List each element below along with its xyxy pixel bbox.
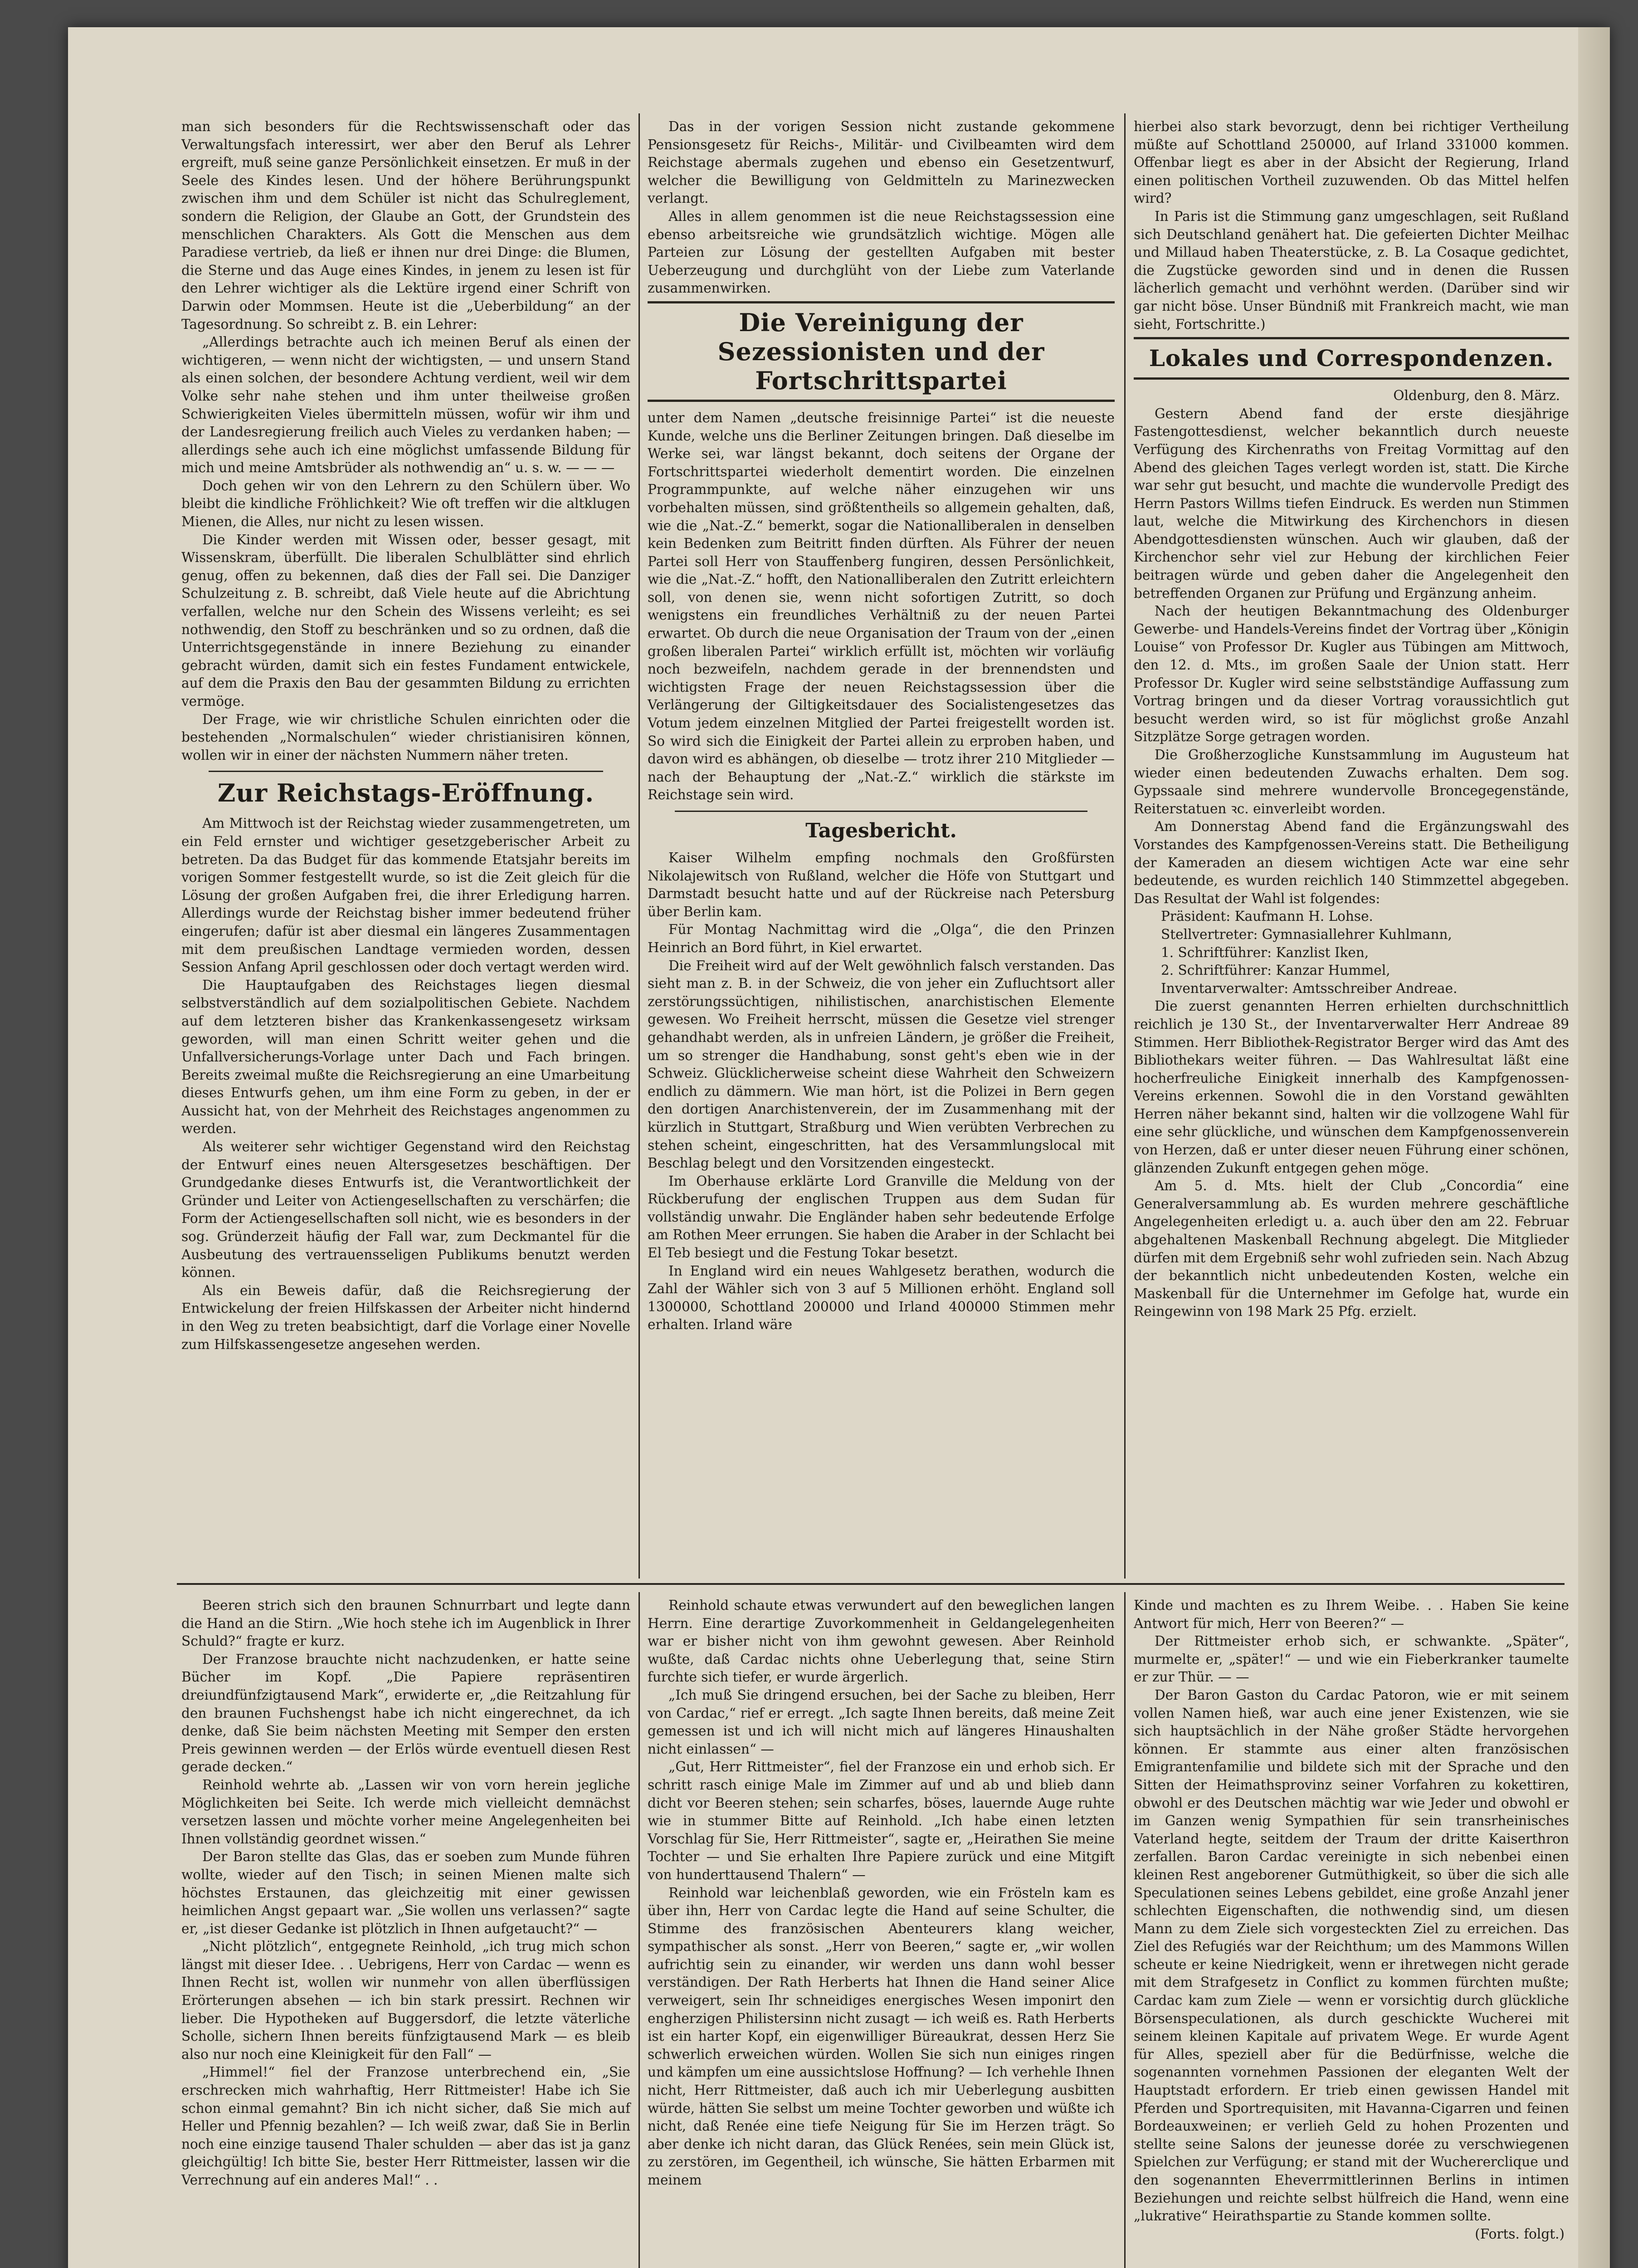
paragraph: Nach der heutigen Bekanntmachung des Oldenburger Gewerbe- und Handels-Vereins findet der Vortrag über „Königin Louise“ von Professor Dr. Kugler aus Tübingen am Mittwoch, den 12. d. Mts., im großen Saale der Union statt. Herr Professor Dr. Kugler wird seine selbstständige Auffassung zum Vortrag bringen und da dieser Vortrag voraussichtlich gut besucht werden wird, so ist für möglichst große Anzahl Sitzplätze Sorge getragen worden. bbox=[1134, 603, 1569, 745]
continuation-note: (Forts. folgt.) bbox=[1475, 2226, 1565, 2242]
list-item: Präsident: Kaufmann H. Lohse. bbox=[1161, 909, 1373, 924]
paragraph: Am Mittwoch ist der Reichstag wieder zusammengetreten, um ein Feld ernster und wichtiger gesetzgeberischer Arbeit zu betreten. Da das Budget für das kommende Etatsjahr bereits im vorigen Sommer festgestellt wurde, so ist die Zeit gleich für die Lösung der großen Aufgaben frei, die ihrer Erledigung harren. Allerdings wurde der Reichstag bisher immer bedeutend früher eingerufen; dafür ist aber diesmal ein längeres Zusammentagen mit dem preußischen Landtage vermieden worden, dessen Session Anfang April geschlossen oder doch vertagt werden wird. bbox=[181, 816, 630, 975]
paragraph: unter dem Namen „deutsche freisinnige Partei“ ist die neueste Kunde, welche uns die Berliner Zeitungen bringen. Daß dieselbe im Werke sei, war längst bekannt, doch seitens der Organe der Fortschrittspartei wiederholt dementirt worden. Die einzelnen Programmpunkte, auf welche näher einzugehen wir uns vorbehalten müssen, sind größtentheils so allgemein gehalten, daß, wie die „Nat.-Z.“ bemerkt, sogar die Nationalliberalen in denselben kein Bedenken zum Beitritt finden dürften. Als Führer der neuen Partei soll Herr von Stauffenberg fungiren, dessen Persönlichkeit, wie die „Nat.-Z.“ hofft, den Nationalliberalen den Zutritt erleichtern soll, von denen sie, wenn nicht sofortigen Zutritt, so doch wenigstens ein freundliches Verhältniß zu der neuen Partei erwartet. Ob durch die neue Organisation der Traum von der „einen großen liberalen Partei“ wirklich erfüllt ist, möchten wir vorläufig noch bezweifeln, nachdem gerade in der brennendsten und wichtigsten Frage der neuen Reichstagssession über die Verlängerung der Giltigkeitsdauer des Socialistengesetzes das Votum jedem einzelnen Mitglied der Partei freigestellt worden ist. So wird sich die Einigkeit der Partei allein zu erproben haben, und davon wird es abhängen, ob dieselbe — trotz ihrer 210 Mitglieder — nach der Behauptung der „Nat.-Z.“ wirklich die stärkste im Reichstage sein wird. bbox=[648, 410, 1115, 803]
article-headline: Die Vereinigung der Sezessionisten und der Fortschrittspartei bbox=[648, 301, 1115, 402]
paragraph: Alles in allem genommen ist die neue Reichstagssession eine ebenso arbeitsreiche wie grundsätzlich wichtige. Mögen alle Parteien zur Lösung der gestellten Aufgaben mit bester Ueberzeugung und durchglüht von der Liebe zum Vaterlande zusammenwirken. bbox=[648, 208, 1115, 296]
paragraph: Am Donnerstag Abend fand die Ergänzungswahl des Vorstandes des Kampfgenossen-Vereins statt. Die Betheiligung der Kameraden an diesem wichtigen Acte war eine sehr bedeutende, es wurden reichlich 140 Stimmzettel abgegeben. Das Resultat der Wahl ist folgendes: bbox=[1134, 819, 1569, 906]
list-item: 1. Schriftführer: Kanzlist Iken, bbox=[1161, 944, 1369, 960]
paragraph: Reinhold wehrte ab. „Lassen wir von vorn herein jegliche Möglichkeiten bei Seite. Ich werde mich vielleicht demnächst versetzen lassen und möchte vorher meine Angelegenheiten bei Ihnen vollständig geordnet wissen.“ bbox=[181, 1777, 630, 1847]
paragraph: Kaiser Wilhelm empfing nochmals den Großfürsten Nikolajewitsch von Rußland, welcher die Höfe von Stuttgart und Darmstadt besucht hatte und auf der Rückreise nach Petersburg über Berlin kam. bbox=[648, 850, 1115, 919]
paragraph: Doch gehen wir von den Lehrern zu den Schülern über. Wo bleibt die kindliche Fröhlichkeit? Wie oft treffen wir die altklugen Mienen, die Alles, nur nicht zu lesen wissen. bbox=[181, 478, 630, 530]
paragraph: In Paris ist die Stimmung ganz umgeschlagen, seit Rußland sich Deutschland genähert hat. Die gefeierten Dichter Meilhac und Millaud haben Theaterstücke, z. B. La Cosaque gedichtet, die Zugstücke geworden sind und in denen die Russen lächerlich gemacht und verhöhnt werden. (Darüber sind wir gar nicht böse. Unser Bündniß mit Frankreich macht, wie man sieht, Fortschritte.) bbox=[1134, 208, 1569, 332]
paragraph: In England wird ein neues Wahlgesetz berathen, wodurch die Zahl der Wähler sich von 3 auf 5 Millionen erhöht. England soll 1300000, Schottland 200000 und Irland 400000 Stimmen mehr erhalten. Irland wäre bbox=[648, 1263, 1115, 1333]
paragraph: Die Freiheit wird auf der Welt gewöhnlich falsch verstanden. Das sieht man z. B. in der Schweiz, die von jeher ein Zufluchtsort aller zerstörungssüchtigen, nihilistischen, anarchistischen Elemente gewesen. Wo Freiheit herrscht, müssen die Gesetze viel strenger gehandhabt werden, als in unfreien Ländern, je größer die Freiheit, um so strenger die Handhabung, sonst geht's eben wie in der Schweiz. Glücklicherweise scheint diese Wahrheit den Schweizern endlich zu dämmern. Wie man hört, ist die Polizei in Bern gegen den dortigen Anarchistenverein, der im Zusammenhang mit der kürzlich in Stuttgart, Straßburg und Wien verübten Verbrechen zu stehen scheint, eingeschritten, hat des Versammlungslocal mit Beschlag belegt und den Vorsitzenden eingesteckt. bbox=[648, 958, 1115, 1171]
paragraph: Als ein Beweis dafür, daß die Reichsregierung der Entwickelung der freien Hilfskassen der Arbeiter nicht hindernd in den Weg zu treten beabsichtigt, darf die Vorlage einer Novelle zum Hilfskassengesetze angesehen werden. bbox=[181, 1282, 630, 1352]
column-3 bbox=[1134, 118, 1569, 1321]
paragraph: Der Franzose brauchte nicht nachzudenken, er hatte seine Bücher im Kopf. „Die Papiere repräsentiren dreiundfünfzigtausend Mark“, erwiderte er, „die Reitzahlung für den braunen Fuchshengst habe ich nicht eingerechnet, da ich denke, daß Sie beim nächsten Meeting mit Semper den ersten Preis gewinnen werden — der Erlös würde eventuell diesen Rest gerade decken.“ bbox=[181, 1651, 630, 1775]
paragraph: Im Oberhause erklärte Lord Granville die Meldung von der Rückberufung der englischen Truppen aus dem Sudan für vollständig unwahr. Die Engländer haben sehr bedeutende Erfolge am Rothen Meer errungen. Sie haben die Araber in der Schlacht bei El Teb besiegt und die Festung Tokar besetzt. bbox=[648, 1173, 1115, 1261]
article-separator bbox=[675, 811, 1087, 812]
paragraph: Gestern Abend fand der erste diesjährige Fastengottesdienst, welcher bekanntlich durch neueste Verfügung des Kirchenraths von Freitag Vormittag auf den Abend des gleichen Tages verlegt worden ist, statt. Die Kirche war sehr gut besucht, und machte die wundervolle Predigt des Herrn Pastors Willms tiefen Eindruck. Es werden nun Stimmen laut, welche die Mitwirkung des Kirchenchors in diesen Abendgottesdiensten wünschen. Auch wir glauben, daß der Kirchenchor sehr viel zur Hebung der kirchlichen Feier beitragen würde und geben daher die Angelegenheit den betreffenden Organen zur Prüfung und Ergänzung anheim. bbox=[1134, 406, 1569, 601]
paragraph: Der Frage, wie wir christliche Schulen einrichten oder die bestehenden „Normalschulen“ wieder christianisiren können, wollen wir in einer der nächsten Nummern näher treten. bbox=[181, 711, 630, 763]
section-heading: Tagesbericht. bbox=[805, 819, 957, 842]
column-2 bbox=[648, 118, 1115, 1334]
newspaper-page bbox=[68, 27, 1610, 2268]
paragraph: Für Montag Nachmittag wird die „Olga“, die den Prinzen Heinrich an Bord führt, in Kiel erwartet. bbox=[648, 922, 1115, 955]
dateline: Oldenburg, den 8. März. bbox=[1393, 388, 1560, 404]
paragraph: Der Baron Gaston du Cardac Patoron, wie er mit seinem vollen Namen hieß, war auch eine jener Existenzen, wie sie sich hauptsächlich in der Nähe großer Städte hervorgehen können. Er stammte aus einer alten französischen Emigrantenfamilie und bildete sich mit der Sprache und den Sitten der Heimathsprovinz seiner Vorfahren zu kokettiren, obwohl er des Deutschen mächtig war wie Jeder und obwohl er im Ganzen wenig Sympathien für sein transrheinisches Vaterland hegte, seitdem der Traum der dritte Kaiserthron zerfallen. Baron Cardac vereinigte in sich nebenbei einen kleinen Rest angeborener Gutmüthigkeit, so über die sich alle Speculationen seines Lebens gebildet, eine große Anzahl jener schlechten Eigenschaften, die nothwendig sind, um diesen Mann zu dem Ziele sich vorgesteckten Ziel zu erreichen. Das Ziel des Refugiés war der Reichthum; um des Mammons Willen scheute er keine Niedrigkeit, wenn er ihretwegen nicht gerade mit dem Strafgesetz in Conflict zu kommen fürchten mußte; Cardac kam zum Ziele — wenn er vorsichtig durch glückliche Börsenspeculationen, als durch geschickte Wucherei mit seinem kleinen Kapitale auf privatem Wege. Er wurde Agent für Alles, speziell aber für die Bedürfnisse, welche die sogenannten vornehmen Passionen der eleganten Welt der Hauptstadt erfordern. Er trieb einen gewissen Handel mit Pferden und Sportrequisiten, mit Havanna-Cigarren und feinen Bordeauxweinen; er verlieh Geld zu hohen Prozenten und stellte seine Salons der jeunesse dorée zu verschwiegenen Spielchen zur Verfügung; er stand mit der Wuchererclique und den sogenannten Eheverrmittlerinnen Berlins in intimen Beziehungen und reichte selbst hülfreich die Hand, wenn eine „lukrative“ Heirathspartie zu Stande kommen sollte. bbox=[1134, 1687, 1569, 2224]
paragraph: Reinhold war leichenblaß geworden, wie ein Frösteln kam es über ihn, Herr von Cardac legte die Hand auf seine Schulter, die Stimme des französischen Abenteurers klang weicher, sympathischer als sonst. „Herr von Beeren,“ sagte er, „wir wollen aufrichtig sein zu einander, wir werden uns dann wohl besser verständigen. Der Rath Herberts hat Ihnen die Hand seiner Alice verweigert, sein Ihr schneidiges energisches Wesen imponirt den engherzigen Philistersinn nicht zusagt — ich weiß es. Rath Herberts ist ein harter Kopf, ein eigenwilliger Büreaukrat, dessen Herz Sie schwerlich erweichen würden. Wollen Sie sich nun einiges ringen und kämpfen um eine aussichtslose Hoffnung? — Ich verhehle Ihnen nicht, Herr Rittmeister, daß auch ich mir Ueberlegung ausbitten würde, hätten Sie selbst um meine Tochter geworben und wüßte ich nicht, daß Renée eine tiefe Neigung für Sie im Herzen trägt. So aber denke ich nicht daran, das Glück Renées, sein mein Glück ist, zu zerstören, im Gegentheil, ich wünsche, Sie hätten Erbarmen mit meinem bbox=[648, 1885, 1115, 2188]
article-separator bbox=[209, 771, 603, 772]
paragraph: Die Kinder werden mit Wissen oder, besser gesagt, mit Wissenskram, überfüllt. Die liberalen Schulblätter sind ehrlich genug, offen zu bekennen, daß dies der Fall sei. Die Danziger Schulzeitung z. B. schreibt, daß Viele heute auf die Abrichtung verfallen, welche nur den Schein des Wissens verleiht; es sei nothwendig, den Stoff zu beschränken und so zu ordnen, daß die Unterrichtsgegenstände in innere Beziehung zu einander gebracht würden, damit sich ein festes Fundament entwickele, auf dem die Praxis den Bau der gesammten Bildung zu errichten vermöge. bbox=[181, 532, 630, 709]
article-headline: Lokales und Correspondenzen. bbox=[1134, 337, 1569, 380]
page-edge bbox=[1578, 27, 1610, 2268]
paragraph: Die Großherzogliche Kunstsammlung im Augusteum hat wieder einen bedeutenden Zuwachs erhalten. Dem sog. Gypssaale sind mehrere wundervolle Broncegegenstände, Reiterstatuen ꝛc. einverleibt worden. bbox=[1134, 747, 1569, 816]
paragraph: Die Hauptaufgaben des Reichstages liegen diesmal selbstverständlich auf dem sozialpolitischen Gebiete. Nachdem auf dem letzteren bisher das Krankenkassengesetz wirksam geworden, will man einen Schritt weiter gehen und die Unfallversicherungs-Vorlage unter Dach und Fach bringen. Bereits zweimal mußte die Reichsregierung an eine Umarbeitung dieses Entwurfs gehen, um ihm eine Form zu geben, in der er Aussicht hat, von der Mehrheit des Reichstages angenommen zu werden. bbox=[181, 977, 630, 1137]
column-1 bbox=[181, 118, 630, 1354]
paragraph: Reinhold schaute etwas verwundert auf den beweglichen langen Herrn. Eine derartige Zuvorkommenheit in Geldangelegenheiten war er bisher nicht von ihm gewohnt gewesen. Aber Reinhold wußte, daß Cardac nichts ohne Ueberlegung that, seine Stirn furchte sich tiefer, er wurde ärgerlich. bbox=[648, 1598, 1115, 1685]
paragraph: Der Baron stellte das Glas, das er soeben zum Munde führen wollte, wieder auf den Tisch; in seinen Mienen malte sich höchstes Erstaunen, das gleichzeitig mit einer gewissen heimlichen Angst gepaart war. „Sie wollen uns verlassen?“ sagte er, „ist dieser Gedanke ist plötzlich in Ihnen aufgetaucht?“ — bbox=[181, 1849, 630, 1936]
paragraph: „Gut, Herr Rittmeister“, fiel der Franzose ein und erhob sich. Er schritt rasch einige Male im Zimmer auf und ab und blieb dann dicht vor Beeren stehen; sein scharfes, böses, lauernde Auge ruhte wie in stummer Bitte auf Reinhold. „Ich habe einen letzten Vorschlag für Sie, Herr Rittmeister“, sagte er, „Heirathen Sie meine Tochter — und Sie erhalten Ihre Papiere zurück und eine Mitgift von hunderttausend Thalern“ — bbox=[648, 1759, 1115, 1882]
feuilleton-rule bbox=[177, 1583, 1565, 1585]
column-rule bbox=[639, 113, 640, 1579]
paragraph: Kinde und machten es zu Ihrem Weibe. . . Haben Sie keine Antwort für mich, Herr von Beeren?“ — bbox=[1134, 1598, 1569, 1631]
paragraph: Beeren strich sich den braunen Schnurrbart und legte dann die Hand an die Stirn. „Wie hoch stehe ich im Augenblick in Ihrer Schuld?“ fragte er kurz. bbox=[181, 1598, 630, 1649]
paragraph: „Nicht plötzlich“, entgegnete Reinhold, „ich trug mich schon längst mit dieser Idee. . . Uebrigens, Herr von Cardac — wenn es Ihnen Recht ist, wollen wir nunmehr von allen überflüssigen Erörterungen absehen — ich bin stark pressirt. Rechnen wir lieber. Die Hypotheken auf Buggersdorf, die letzte väterliche Scholle, sichern Ihnen bereits fünfzigtausend Mark — es bleib also nur noch eine Kleinigkeit für den Fall“ — bbox=[181, 1939, 630, 2062]
election-result-list bbox=[1134, 908, 1569, 997]
column-rule bbox=[1124, 113, 1126, 1579]
column-rule bbox=[1124, 1592, 1126, 2268]
column-rule bbox=[639, 1592, 640, 2268]
paragraph: hierbei also stark bevorzugt, denn bei richtiger Vertheilung müßte auf Schottland 250000, auf Irland 331000 kommen. Offenbar liegt es aber in der Absicht der Regierung, Irland einen politischen Vortheil zuzuwenden. Ob das Mittel helfen wird? bbox=[1134, 119, 1569, 206]
paragraph: Die zuerst genannten Herren erhielten durchschnittlich reichlich je 130 St., der Inventarverwalter Herr Andreae 89 Stimmen. Herr Bibliothek-Registrator Berger wird das Amt des Bibliothekars weiter führen. — Das Wahlresultat läßt eine hocherfreuliche Einigkeit innerhalb des Kampfgenossen-Vereins erkennen. Sowohl die in den Vorstand gewählten Herren näher bekannt sind, halten wir die vollzogene Wahl für eine sehr glückliche, und wünschen dem Kampfgenossenverein von Herzen, daß er unter dieser neuen Führung einer schönen, glänzenden Zukunft entgegen gehen möge. bbox=[1134, 998, 1569, 1176]
paragraph: Das in der vorigen Session nicht zustande gekommene Pensionsgesetz für Reichs-, Militär- und Civilbeamten wird dem Reichstage abermals zugehen und ebenso ein Gesetzentwurf, welcher die Bewilligung von Geldmitteln zu Marinezwecken verlangt. bbox=[648, 119, 1115, 206]
list-item: Inventarverwalter: Amtsschreiber Andreae. bbox=[1161, 980, 1458, 996]
paragraph: „Ich muß Sie dringend ersuchen, bei der Sache zu bleiben, Herr von Cardac,“ rief er erregt. „Ich sagte Ihnen bereits, daß meine Zeit gemessen ist und ich will nicht mich auf längeres Hinaushalten nicht einlassen“ — bbox=[648, 1687, 1115, 1757]
article-headline: Zur Reichstags-Eröffnung. bbox=[217, 778, 595, 808]
paragraph: „Himmel!“ fiel der Franzose unterbrechend ein, „Sie erschrecken mich wahrhaftig, Herr Rittmeister! Habe ich Sie schon einmal gemahnt? Bin ich nicht sicher, daß Sie mich auf Heller und Pfennig bezahlen? — Ich weiß zwar, daß Sie in Berlin noch eine einzige tausend Thaler schulden — aber das ist ja ganz gleichgültig! Ich bitte Sie, bester Herr Rittmeister, lassen wir die Verrechnung auf ein anderes Mal!“ . . bbox=[181, 2064, 630, 2188]
paragraph: Am 5. d. Mts. hielt der Club „Concordia“ eine Generalversammlung ab. Es wurden mehrere geschäftliche Angelegenheiten erledigt u. a. auch über den am 22. Februar abgehaltenen Maskenball Rechnung abgelegt. Die Mitglieder dürfen mit dem Ergebniß sehr wohl zufrieden sein. Nach Abzug der bekanntlich nicht unbedeutenden Kosten, welche ein Maskenball für die Unternehmer im Gefolge hat, wurde ein Reingewinn von 198 Mark 25 Pfg. erzielt. bbox=[1134, 1178, 1569, 1320]
list-item: 2. Schriftführer: Kanzar Hummel, bbox=[1161, 963, 1390, 978]
paragraph: Der Rittmeister erhob sich, er schwankte. „Später“, murmelte er, „später!“ — und wie ein Fieberkranker taumelte er zur Thür. — — bbox=[1134, 1633, 1569, 1685]
paragraph: man sich besonders für die Rechtswissenschaft oder das Verwaltungsfach interessirt, wer aber den Beruf als Lehrer ergreift, muß seine ganze Persönlichkeit einsetzen. Er muß in der Seele des Kindes lesen. Und der höhere Berührungspunkt zwischen ihm und dem Schüler ist nicht das Schulreglement, sondern die Religion, der Glaube an Gott, der Grundstein des menschlichen Charakters. Als Gott die Menschen aus dem Paradiese vertrieb, da ließ er ihnen nur drei Dinge: die Blumen, die Sterne und das Auge eines Kindes, in jenem zu lesen ist für den Lehrer wichtiger als die Lektüre irgend einer Schrift von Darwin oder Mommsen. Heute ist die „Ueberbildung“ an der Tagesordnung. So schreibt z. B. ein Lehrer: bbox=[181, 119, 630, 332]
paragraph: Als weiterer sehr wichtiger Gegenstand wird den Reichstag der Entwurf eines neuen Altersgesetzes beschäftigen. Der Grundgedanke dieses Entwurfs ist, die Verantwortlichkeit der Gründer und Leiter von Actiengesellschaften zu verschärfen; die Form der Actiengesellschaften soll nicht, wie es besonders in der sog. Gründerzeit häufig der Fall war, zum Deckmantel für die Ausbeutung des vertrauensseligen Publikums benutzt werden können. bbox=[181, 1139, 630, 1281]
paragraph: „Allerdings betrachte auch ich meinen Beruf als einen der wichtigeren, — wenn nicht der wichtigsten, — und unsern Stand als einen solchen, der besondere Achtung verdient, weil wir dem Volke sehr nahe stehen und ihm unter theilweise großen Schwierigkeiten Vieles übermitteln müssen, wofür wir ihm und der Landesregierung freilich auch Vieles zu verdanken haben; — allerdings sehe auch ich eine möglichst umfassende Bildung für mich und meine Amtsbrüder als nothwendig an“ u. s. w. — — — bbox=[181, 334, 630, 476]
feuilleton-column-1 bbox=[181, 1597, 630, 2190]
list-item: Stellvertreter: Gymnasiallehrer Kuhlmann, bbox=[1161, 926, 1452, 942]
feuilleton-column-3 bbox=[1134, 1597, 1569, 2243]
feuilleton-column-2 bbox=[648, 1597, 1115, 2190]
